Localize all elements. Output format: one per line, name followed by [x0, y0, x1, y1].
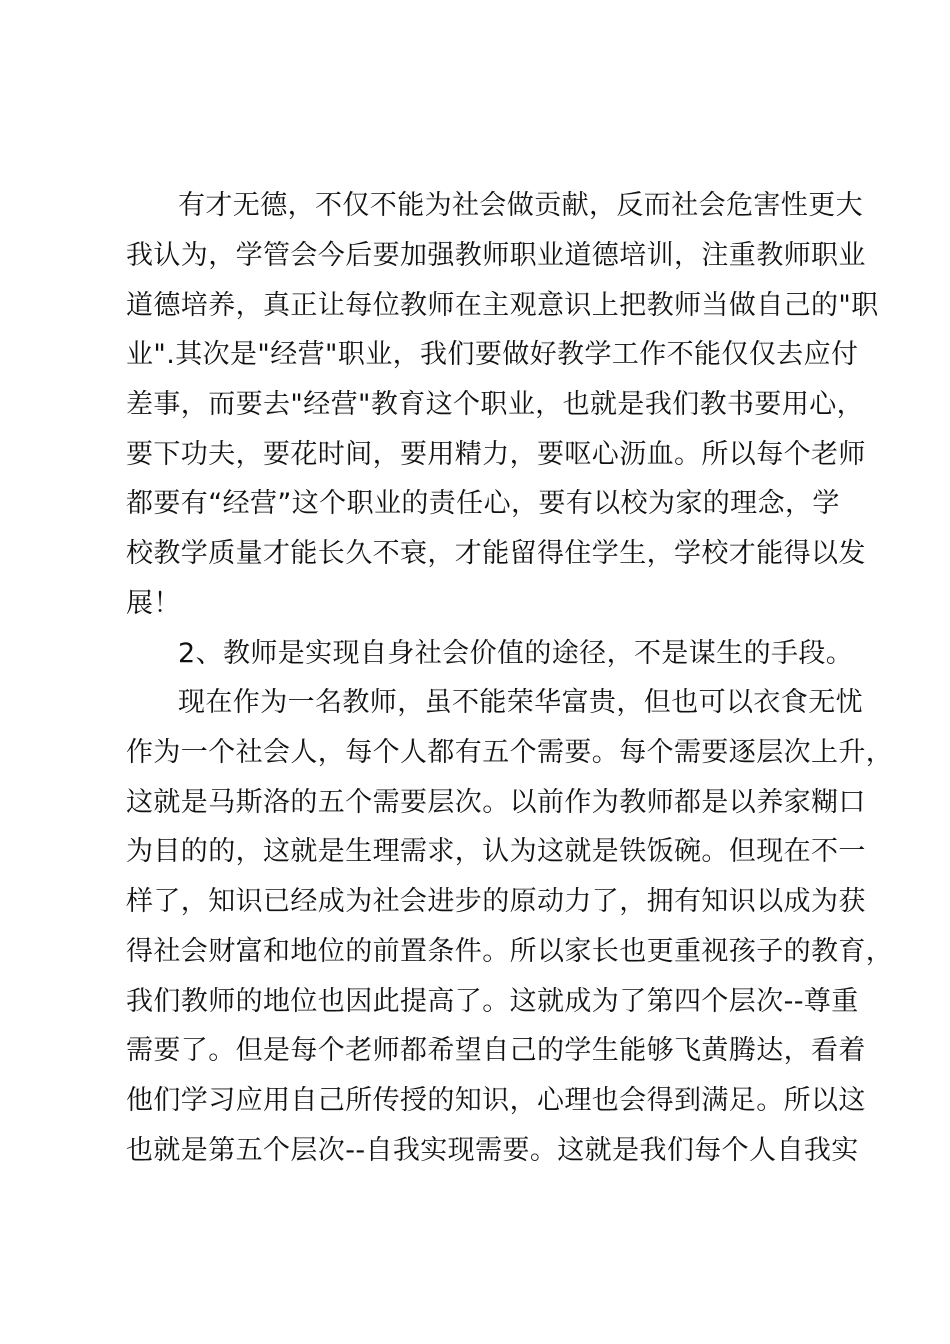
text-line: 现在作为一名教师，虽不能荣华富贵，但也可以衣食无忧 — [178, 687, 863, 718]
text-line: 得社会财富和地位的前置条件。所以家长也更重视孩子的教育， — [126, 936, 894, 967]
text-line: 差事，而要去"经营"教育这个职业，也就是我们教书要用心， — [126, 389, 865, 420]
text-line: 我认为，学管会今后要加强教师职业道德培训，注重教师职业 — [126, 240, 866, 271]
text-line: 都要有“经营”这个职业的责任心，要有以校为家的理念，学 — [126, 488, 840, 519]
text-line: 为目的的，这就是生理需求，认为这就是铁饭碗。但现在不一 — [126, 836, 866, 867]
text-line: 要下功夫，要花时间，要用精力，要呕心沥血。所以每个老师 — [126, 439, 866, 470]
text-line: 作为一个社会人，每个人都有五个需要。每个需要逐层次上升， — [126, 737, 894, 768]
text-line: 业".其次是"经营"职业，我们要做好教学工作不能仅仅去应付 — [126, 339, 859, 370]
text-line: 他们学习应用自己所传授的知识，心理也会得到满足。所以这 — [126, 1085, 866, 1116]
text-line: 道德培养，真正让每位教师在主观意识上把教师当做自己的"职 — [126, 290, 879, 321]
text-line: 也就是第五个层次--自我实现需要。这就是我们每个人自我实 — [126, 1135, 859, 1166]
text-line: 有才无德，不仅不能为社会做贡献，反而社会危害性更大 — [178, 190, 863, 221]
text-line: 这就是马斯洛的五个需要层次。以前作为教师都是以养家糊口 — [126, 787, 866, 818]
text-line: 校教学质量才能长久不衰，才能留得住学生，学校才能得以发 — [126, 538, 866, 569]
text-line: 展！ — [126, 588, 181, 619]
section-heading: 2、教师是实现自身社会价值的途径，不是谋生的手段。 — [178, 638, 854, 669]
text-line: 样了，知识已经成为社会进步的原动力了，拥有知识以成为获 — [126, 886, 866, 917]
text-line: 需要了。但是每个老师都希望自己的学生能够飞黄腾达，看着 — [126, 1035, 866, 1066]
text-line: 我们教师的地位也因此提高了。这就成为了第四个层次--尊重 — [126, 986, 859, 1017]
